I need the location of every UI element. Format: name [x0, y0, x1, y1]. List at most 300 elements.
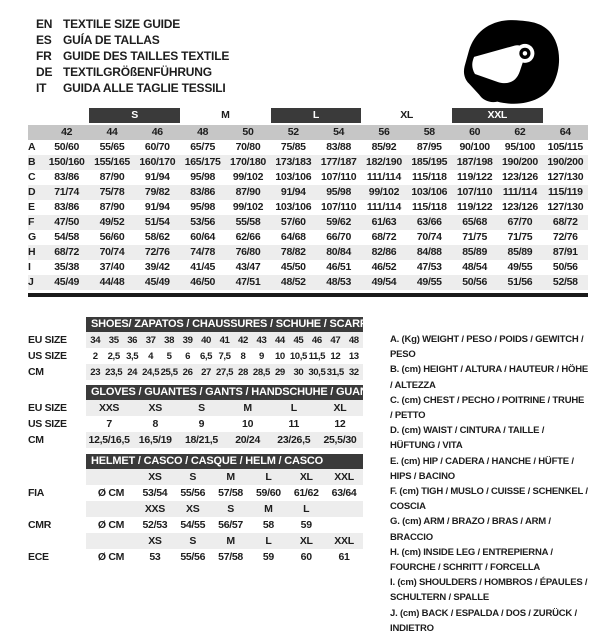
shoes-eu-size: 34 [90, 334, 101, 346]
measurement-value: 87/90 [235, 186, 261, 198]
measurement-value: 155/165 [94, 156, 130, 168]
standard-label: FIA [28, 487, 45, 499]
measurement-value: 48/53 [326, 276, 352, 288]
gloves-us-size: 12 [334, 418, 346, 430]
measurement-value: 115/119 [547, 186, 583, 198]
measurement-row-E [28, 200, 588, 215]
section-divider [28, 293, 588, 297]
helmet-size: XS [148, 535, 162, 547]
measurement-value: 173/183 [275, 156, 312, 168]
measurement-row-C [28, 170, 588, 185]
measurement-value: 72/76 [552, 231, 578, 243]
gloves-cm-row [28, 432, 376, 448]
measurement-key: E [28, 201, 35, 213]
helmet-fia-values-row [28, 485, 376, 501]
gloves-eu-size: S [198, 402, 205, 414]
helmet-size: M [264, 503, 273, 515]
measurement-value: 55/58 [235, 216, 261, 228]
size-column-60: 60 [452, 125, 497, 140]
helmet-size: M [226, 535, 235, 547]
measurement-value: 95/98 [190, 201, 216, 213]
legend-item: D. (cm) WAIST / CINTURA / TAILLE / HÜFTUNG / VITA [390, 425, 545, 452]
helmet-cm-value: 61 [338, 551, 350, 563]
language-row [36, 64, 229, 80]
size-number-row [28, 125, 588, 140]
helmet-size: XXL [334, 535, 354, 547]
measurement-value: 99/102 [232, 171, 264, 183]
shoes-eu-size: 40 [201, 334, 211, 346]
helmet-fia-sizes-row [28, 469, 376, 485]
helmet-cm-value: 61/62 [293, 487, 319, 499]
measurement-value: 150/160 [48, 156, 85, 168]
helmet-size: XS [148, 471, 162, 483]
measurement-value: 99/102 [368, 186, 400, 198]
gloves-eu-cells [86, 400, 363, 416]
measurement-value: 187/198 [456, 156, 493, 168]
measurement-value: 84/88 [416, 246, 442, 258]
gloves-cm-value: 20/24 [235, 434, 260, 446]
measurement-value: 51/56 [507, 276, 533, 288]
measurement-value: 103/106 [411, 186, 448, 198]
shoes-us-size: 7,5 [218, 350, 231, 362]
legend-item: E. (cm) HIP / CADERA / HANCHE / HÜFTE / HIPS / BACINO [390, 455, 574, 482]
helmet-cm-value: 55/56 [180, 487, 206, 499]
measurement-value: 103/106 [275, 201, 312, 213]
unit-label: Ø CM [97, 487, 125, 499]
shoes-eu-size: 36 [127, 334, 138, 346]
shoes-eu-size: 43 [256, 334, 267, 346]
measurement-value: 45/49 [54, 276, 80, 288]
measurement-row-I [28, 260, 588, 275]
gloves-eu-size: XL [333, 402, 347, 414]
measurement-value: 107/110 [320, 201, 357, 213]
helmet-cm-value: 57/58 [218, 551, 243, 563]
shoes-us-size: 5 [166, 350, 172, 362]
measurement-value: 78/82 [280, 246, 306, 258]
helmet-cmr-sizes-row [28, 501, 376, 517]
measurement-key: I [28, 261, 31, 273]
row-label: CM [28, 434, 44, 446]
measurement-value: 87/95 [416, 141, 442, 153]
measurement-value: 48/54 [462, 261, 487, 273]
shoes-eu-size: 37 [145, 334, 156, 346]
shoes-us-size: 2 [92, 350, 98, 362]
measurement-value: 115/118 [411, 171, 447, 183]
helmet-size: XXL [334, 471, 354, 483]
size-column-52: 52 [271, 125, 316, 140]
gloves-us-size: 9 [198, 418, 205, 430]
textile-size-table-wrap [28, 108, 588, 290]
measurement-value: 46/50 [190, 276, 216, 288]
measurement-value: 39/42 [144, 261, 170, 273]
helmet-fia-values [86, 485, 363, 501]
gloves-eu-size: XS [148, 402, 162, 414]
shoes-cm-value: 24 [127, 366, 138, 378]
helmet-fia-sizes [86, 469, 363, 485]
measurement-value: 75/78 [99, 186, 125, 198]
measurement-value: 160/170 [139, 156, 176, 168]
size-column-46: 46 [135, 125, 180, 140]
measurement-value: 105/115 [547, 141, 583, 153]
measurement-value: 80/84 [326, 246, 352, 258]
shoes-eu-row [28, 332, 376, 348]
helmet-ece-sizes-row [28, 533, 376, 549]
bottom-area [0, 317, 600, 636]
group-spacer [543, 108, 588, 123]
measurement-value: 83/88 [326, 141, 352, 153]
measurement-value: 50/56 [462, 276, 487, 288]
size-column-58: 58 [407, 125, 452, 140]
measurement-key: F [28, 216, 35, 228]
measurement-value: 127/130 [547, 171, 584, 183]
shoes-eu-size: 45 [293, 334, 304, 346]
measurement-value: 46/51 [326, 261, 352, 273]
gloves-us-size: 8 [152, 418, 159, 430]
gloves-cm-value: 23/26,5 [277, 434, 311, 446]
helmet-size: S [227, 503, 234, 515]
gloves-eu-size: M [243, 402, 252, 414]
measurement-value: 72/76 [144, 246, 170, 258]
size-column-44: 44 [89, 125, 134, 140]
helmet-title-bar: HELMET / CASCO / CASQUE / HELM / CASCO [86, 454, 363, 469]
shoes-cm-cells [86, 364, 363, 380]
size-column-50: 50 [225, 125, 270, 140]
size-column-64: 64 [543, 125, 588, 140]
language-code: ES [36, 33, 52, 47]
shoes-us-size: 4 [148, 350, 154, 362]
measurement-value: 52/58 [552, 276, 578, 288]
legend-item: F. (cm) TIGH / MUSLO / CUISSE / SCHENKEL / COSCIA [390, 486, 588, 513]
shoes-cm-value: 30 [293, 366, 304, 378]
measurement-value: 50/60 [54, 141, 80, 153]
helmet-cm-value: 57/58 [218, 487, 243, 499]
gloves-title-bar: GLOVES / GUANTES / GANTS / HANDSCHUHE / GUANTI [86, 385, 363, 400]
shoes-us-size: 3,5 [126, 350, 139, 362]
measurement-value: 35/38 [54, 261, 80, 273]
measurement-row-A [28, 140, 588, 155]
helmet-cm-value: 63/64 [331, 487, 357, 499]
gloves-section [28, 385, 376, 448]
measurement-value: 43/47 [235, 261, 261, 273]
shoes-us-row [28, 348, 376, 364]
measurement-value: 115/118 [411, 201, 447, 213]
gloves-cm-value: 25,5/30 [323, 434, 357, 446]
measurement-value: 49/55 [507, 261, 533, 273]
measurement-value: 49/55 [416, 276, 442, 288]
measurement-value: 50/56 [552, 261, 578, 273]
gloves-us-size: 7 [106, 418, 112, 430]
helmet-ece-values-row [28, 549, 376, 565]
size-group-xl: XL [361, 108, 452, 123]
measurement-value: 47/53 [416, 261, 442, 273]
gloves-cm-value: 18/21,5 [184, 434, 218, 446]
shoes-title-bar: SHOES/ ZAPATOS / CHAUSSURES / SCHUHE / SCARPE [86, 317, 363, 332]
measurement-value: 51/54 [144, 216, 170, 228]
measurement-value: 111/114 [366, 201, 402, 213]
measurement-value: 63/66 [416, 216, 442, 228]
standard-label: ECE [28, 551, 49, 563]
shoes-eu-size: 42 [238, 334, 248, 346]
helmet-cm-value: 53/54 [142, 487, 168, 499]
shoes-us-size: 13 [348, 350, 359, 362]
helmet-cm-value: 56/57 [218, 519, 243, 531]
helmet-size: XL [299, 535, 313, 547]
shoes-eu-size: 35 [108, 334, 119, 346]
shoes-us-size: 11,5 [308, 350, 326, 362]
measurement-row-H [28, 245, 588, 260]
size-group-xxl: XXL [452, 108, 543, 123]
measurement-row-D [28, 185, 588, 200]
measurement-value: 95/98 [190, 171, 216, 183]
measurement-value: 57/60 [280, 216, 306, 228]
gloves-cm-value: 12,5/16,5 [88, 434, 130, 446]
shoes-us-size: 8 [240, 350, 246, 362]
language-legend [36, 14, 229, 96]
measurement-value: 56/60 [99, 231, 125, 243]
measurement-value: 66/70 [326, 231, 352, 243]
language-label: TEXTILGRÖßENFÜHRUNG [63, 65, 212, 79]
measurement-row-F [28, 215, 588, 230]
measurement-value: 123/126 [502, 201, 538, 213]
measurement-value: 68/72 [54, 246, 80, 258]
measurement-value: 123/126 [502, 171, 538, 183]
measurement-key: H [28, 246, 36, 258]
helmet-cmr-sizes [86, 501, 363, 517]
shoes-cm-value: 28,5 [252, 366, 270, 378]
measurement-value: 60/70 [144, 141, 170, 153]
shoes-cm-value: 25,5 [160, 366, 178, 378]
language-code: FR [36, 49, 52, 63]
measurement-row-G [28, 230, 588, 245]
legend-item: C. (cm) CHEST / PECHO / POITRINE / TRUHE / PETTO [390, 394, 585, 422]
measurement-legend [390, 332, 588, 636]
language-label: GUIDA ALLE TAGLIE TESSILI [63, 81, 226, 95]
measurement-value: 185/195 [411, 156, 448, 168]
measurement-value: 85/89 [507, 246, 533, 258]
measurement-value: 85/89 [462, 246, 487, 258]
size-column-56: 56 [361, 125, 406, 140]
size-group-l: L [271, 108, 362, 123]
measurement-row-B [28, 155, 588, 170]
measurement-value: 75/85 [280, 141, 306, 153]
measurement-value: 91/94 [280, 186, 306, 198]
measurement-value: 83/86 [54, 171, 80, 183]
helmet-cm-value: 54/55 [180, 519, 206, 531]
shoes-cm-value: 27 [201, 366, 211, 378]
helmet-cm-value: 52/53 [142, 519, 168, 531]
measurement-row-J [28, 275, 588, 290]
measurement-value: 68/72 [371, 231, 397, 243]
shoes-us-size: 10 [274, 350, 285, 362]
shoes-eu-size: 38 [164, 334, 175, 346]
measurement-value: 48/52 [280, 276, 306, 288]
measurement-key: J [28, 276, 34, 288]
language-row [36, 48, 229, 64]
measurement-key: D [28, 186, 36, 198]
helmet-cmr-values [86, 517, 363, 533]
measurement-value: 49/54 [371, 276, 397, 288]
row-label: EU SIZE [28, 402, 67, 414]
gloves-cm-value: 16,5/19 [138, 434, 172, 446]
row-label: US SIZE [28, 350, 67, 362]
measurement-value: 53/56 [190, 216, 216, 228]
shoes-us-size: 12 [330, 350, 341, 362]
shoes-eu-size: 46 [311, 334, 322, 346]
footwear-gloves-helmet-tables [28, 317, 376, 636]
unit-label: Ø CM [97, 519, 125, 531]
size-column-42: 42 [44, 125, 89, 140]
measurement-value: 85/92 [371, 141, 397, 153]
helmet-size: L [303, 503, 310, 515]
helmet-cm-value: 59 [262, 551, 274, 563]
measurement-value: 70/74 [99, 246, 125, 258]
shoes-eu-size: 39 [182, 334, 193, 346]
helmet-ece-values [86, 549, 363, 565]
measurement-value: 74/78 [190, 246, 216, 258]
measurement-value: 83/86 [190, 186, 216, 198]
measurement-value: 58/62 [144, 231, 170, 243]
helmet-size: L [265, 471, 272, 483]
measurement-value: 65/75 [190, 141, 216, 153]
gloves-us-cells [86, 416, 363, 432]
row-label: CM [28, 366, 44, 378]
measurement-value: 59/62 [326, 216, 352, 228]
legend-item: H. (cm) INSIDE LEG / ENTREPIERNA / FOURCHE / SCHRITT / FORCELLA [390, 546, 553, 574]
helmet-section [28, 454, 376, 565]
helmet-cm-value: 59/60 [256, 487, 281, 499]
helmet-cm-value: 59 [300, 519, 312, 531]
measurement-value: 87/91 [552, 246, 578, 258]
gloves-eu-size: XXS [99, 402, 120, 414]
helmet-size: S [189, 471, 197, 483]
measurement-value: 91/94 [144, 171, 170, 183]
measurement-value: 79/82 [144, 186, 170, 198]
measurement-value: 60/64 [190, 231, 216, 243]
gloves-us-row [28, 416, 376, 432]
measurement-value: 37/40 [99, 261, 125, 273]
shoes-us-size: 2,5 [107, 350, 120, 362]
measurement-value: 170/180 [230, 156, 266, 168]
measurement-value: 91/94 [144, 201, 170, 213]
shoes-eu-cells [86, 332, 363, 348]
racing-helmet-icon [456, 18, 568, 106]
measurement-value: 127/130 [547, 201, 584, 213]
helmet-size: L [265, 535, 272, 547]
helmet-size: XS [186, 503, 200, 515]
gloves-eu-row [28, 400, 376, 416]
measurement-value: 99/102 [232, 201, 264, 213]
measurement-value: 90/100 [459, 141, 490, 153]
shoes-us-size: 9 [258, 350, 264, 362]
measurement-value: 41/45 [190, 261, 216, 273]
measurement-value: 71/74 [54, 186, 80, 198]
measurement-value: 111/114 [502, 186, 537, 198]
measurement-value: 45/49 [144, 276, 170, 288]
shoes-section [28, 317, 376, 380]
measurement-value: 107/110 [456, 186, 493, 198]
language-code: EN [36, 17, 53, 31]
shoes-cm-value: 23,5 [105, 366, 123, 378]
unit-label: Ø CM [97, 551, 125, 563]
size-group-m: M [180, 108, 271, 123]
measurement-value: 111/114 [366, 171, 402, 183]
shoes-eu-size: 48 [348, 334, 359, 346]
language-label: GUÍA DE TALLAS [63, 33, 160, 47]
shoes-cm-value: 26 [182, 366, 193, 378]
measurement-value: 107/110 [320, 171, 357, 183]
size-column-54: 54 [316, 125, 361, 140]
measurement-value: 67/70 [507, 216, 533, 228]
shoes-cm-value: 28 [238, 366, 248, 378]
textile-size-table [28, 108, 588, 290]
measurement-value: 95/98 [326, 186, 352, 198]
standard-label: CMR [28, 519, 52, 531]
helmet-cm-value: 60 [300, 551, 312, 563]
measurement-value: 47/50 [54, 216, 80, 228]
language-label: TEXTILE SIZE GUIDE [63, 17, 181, 31]
shoes-cm-value: 31,5 [326, 366, 344, 378]
helmet-ece-sizes [86, 533, 363, 549]
measurement-value: 190/200 [547, 156, 584, 168]
measurement-value: 55/65 [99, 141, 125, 153]
shoes-cm-value: 23 [90, 366, 101, 378]
shoes-cm-row [28, 364, 376, 380]
language-code: DE [36, 65, 53, 79]
measurement-value: 190/200 [502, 156, 538, 168]
size-group-s: S [89, 108, 180, 123]
measurement-value: 61/63 [371, 216, 397, 228]
measurement-value: 103/106 [275, 171, 312, 183]
measurement-value: 62/66 [235, 231, 261, 243]
page-header [0, 0, 600, 100]
legend-item: G. (cm) ARM / BRAZO / BRAS / ARM / BRACCIO [390, 516, 551, 543]
helmet-cm-value: 53 [149, 551, 161, 563]
measurement-value: 165/175 [184, 156, 221, 168]
row-label: EU SIZE [28, 334, 67, 346]
measurement-value: 71/75 [462, 231, 487, 243]
measurement-value: 182/190 [366, 156, 402, 168]
shoes-eu-size: 47 [330, 334, 341, 346]
shoes-cm-value: 32 [348, 366, 359, 378]
measurement-value: 119/122 [456, 201, 493, 213]
corner-cell [28, 125, 44, 140]
measurement-value: 70/74 [416, 231, 442, 243]
measurement-value: 71/75 [507, 231, 533, 243]
shoes-cm-value: 24,5 [142, 366, 160, 378]
row-label: US SIZE [28, 418, 67, 430]
measurement-value: 87/90 [99, 201, 125, 213]
helmet-cmr-values-row [28, 517, 376, 533]
measurement-value: 46/52 [371, 261, 397, 273]
helmet-size: XL [299, 471, 313, 483]
shoes-eu-size: 41 [219, 334, 230, 346]
gloves-eu-size: L [290, 402, 297, 414]
legend-item: I. (cm) SHOULDERS / HOMBROS / ÉPAULES / SCHULTERN / SPALLE [390, 577, 588, 604]
measurement-key: C [28, 171, 36, 183]
size-group-row [28, 108, 588, 123]
measurement-value: 54/58 [54, 231, 80, 243]
measurement-value: 82/86 [371, 246, 397, 258]
shoes-eu-size: 44 [274, 334, 285, 346]
legend-item: B. (cm) HEIGHT / ALTURA / HAUTEUR / HÖHE / ALTEZZA [390, 364, 589, 391]
measurement-key: B [28, 156, 36, 168]
shoes-cm-value: 27,5 [215, 366, 234, 378]
measurement-value: 95/100 [504, 141, 536, 153]
size-column-48: 48 [180, 125, 225, 140]
measurement-value: 177/187 [320, 156, 357, 168]
measurement-value: 47/51 [235, 276, 261, 288]
legend-item: A. (Kg) WEIGHT / PESO / POIDS / GEWITCH / PESO [390, 334, 584, 361]
